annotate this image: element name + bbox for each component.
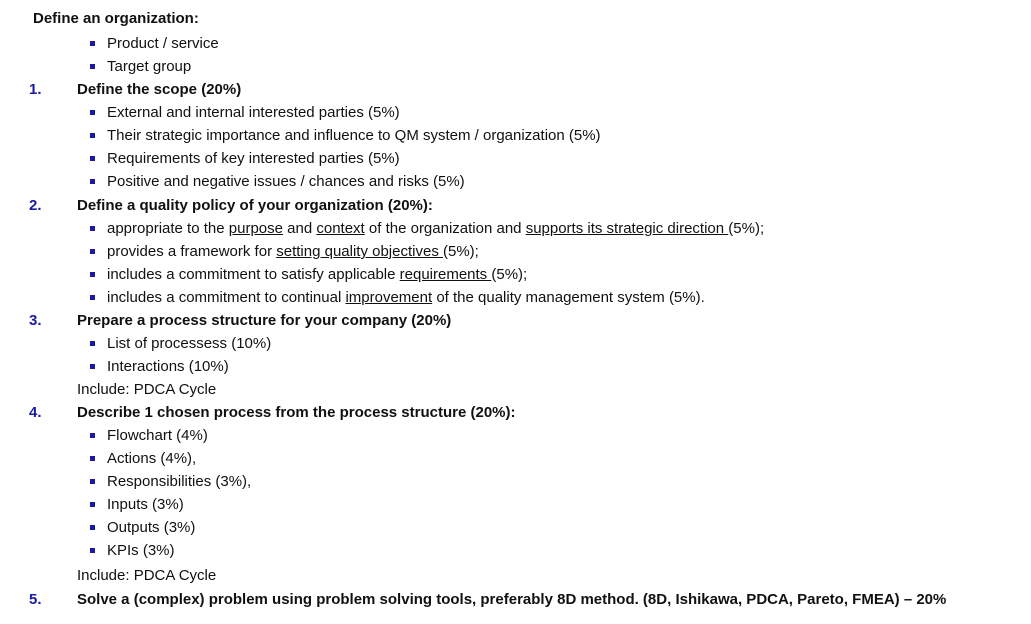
bullet-icon	[90, 364, 95, 369]
bullet-icon	[90, 133, 95, 138]
section-title: Solve a (complex) problem using problem solving tools, preferably 8D method. (8D, Ishikawa, PDCA, Pareto, FMEA) – 20%	[77, 591, 947, 608]
bullet-icon	[90, 479, 95, 484]
section-number: 1.	[29, 81, 42, 98]
section-number: 5.	[29, 591, 42, 608]
bullet-icon	[90, 502, 95, 507]
bullet-icon	[90, 226, 95, 231]
section-number: 4.	[29, 404, 42, 421]
bullet-icon	[90, 433, 95, 438]
bullet-icon	[90, 272, 95, 277]
bullet-icon	[90, 156, 95, 161]
bullet-icon	[90, 341, 95, 346]
bullet-icon	[90, 525, 95, 530]
bullet-icon	[90, 548, 95, 553]
document-page: Define an organization: Product / service Target group 1. Define the scope (20%) External and internal interested parties (5%) Their strategic importance and influence to QM system / organization (5%) Requirements of key interested parties (5%) Positive and negative issues / chances and risks (5%) 2. Define a quality policy of your organization (20%): appropriate to the purpose and context of the organization and supports its strategic direction (5%); provides a framework for setting quality objectives (5%); includes a commitment to satisfy applicable requirements (5%); includes a commitment to continual improvement of the quality management system (5%). 3. Prepare a process structure for your company (20%) List of processess (10%) Interactions (10%) Include: PDCA Cycle 4. Describe 1 chosen process from the process structure (20%): Flowchart (4%) Actions (4%), Responsibilities (3%), Inputs (3%) Outputs (3%) KPIs (3%) Include: PDCA Cycle 5. Solve a (complex) problem using problem solving tools, preferably 8D method. (8D, Ishikawa, PDCA, Pareto, FMEA) – 20%	[0, 0, 1031, 624]
section-title: Define the scope (20%)	[77, 81, 242, 98]
section-title: Describe 1 chosen process from the process structure (20%):	[77, 404, 516, 421]
bullet-icon	[90, 64, 95, 69]
document-heading: Define an organization:	[33, 10, 199, 27]
section-title: Define a quality policy of your organization (20%):	[77, 197, 433, 214]
bullet-icon	[90, 249, 95, 254]
bullet-icon	[90, 456, 95, 461]
bullet-icon	[90, 295, 95, 300]
bullet-icon	[90, 41, 95, 46]
bullet-icon	[90, 179, 95, 184]
bullet-icon	[90, 110, 95, 115]
section-title: Prepare a process structure for your company (20%)	[77, 312, 452, 329]
section-number: 3.	[29, 312, 42, 329]
section-number: 2.	[29, 197, 42, 214]
